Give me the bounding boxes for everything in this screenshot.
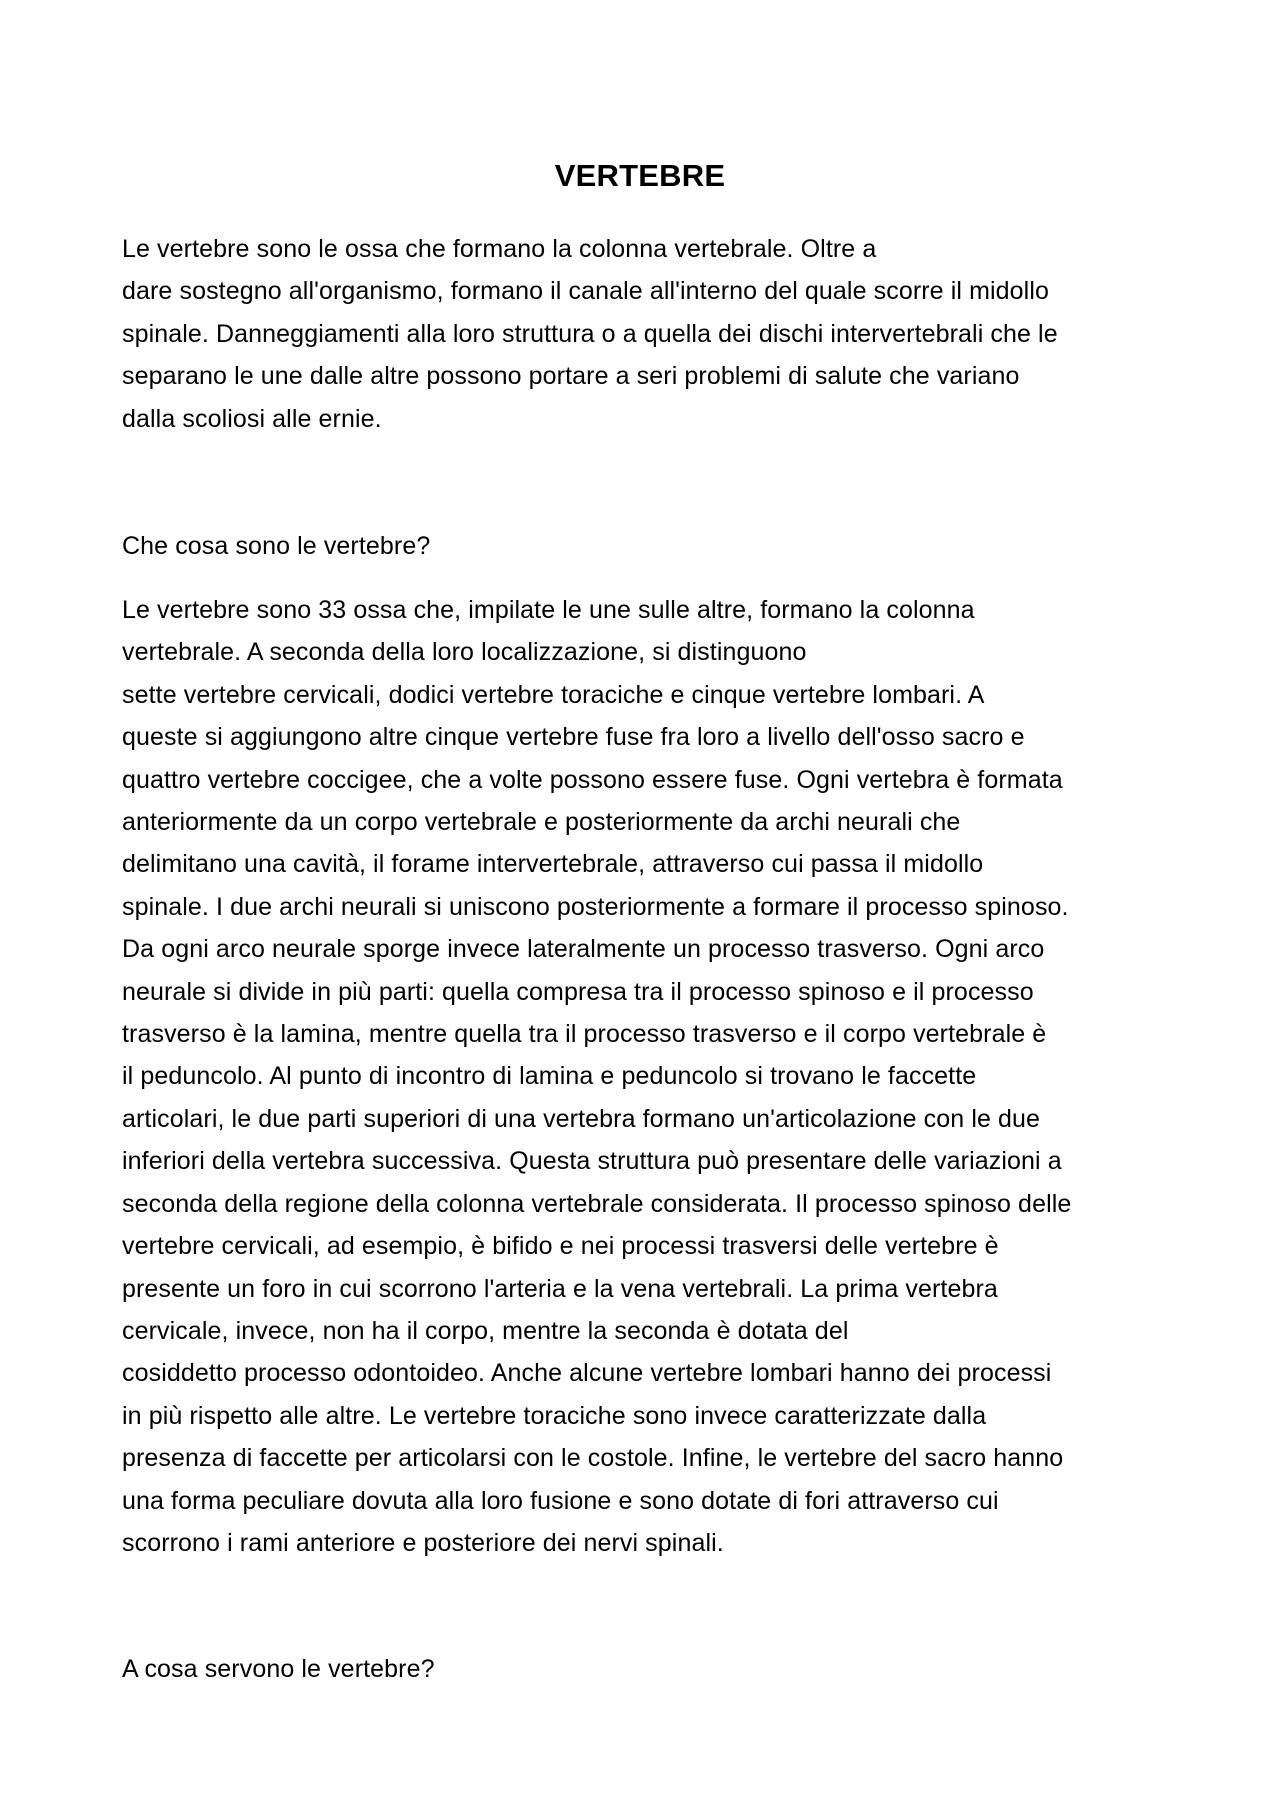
text-line: il peduncolo. Al punto di incontro di lamina e peduncolo si trovano le faccette (122, 1062, 977, 1091)
text-line: sette vertebre cervicali, dodici vertebre toraciche e cinque vertebre lombari. A (122, 680, 985, 709)
text-line: spinale. Danneggiamenti alla loro struttura o a quella dei dischi intervertebrali che le (122, 319, 1058, 348)
text-line: inferiori della vertebra successiva. Questa struttura può presentare delle variazioni a (122, 1147, 1062, 1176)
text-line: trasverso è la lamina, mentre quella tra il processo trasverso e il corpo vertebrale è (122, 1020, 1047, 1049)
section-heading-what-for: A cosa servono le vertebre? (122, 1655, 435, 1683)
text-line: vertebrale. A seconda della loro localizzazione, si distinguono (122, 638, 807, 667)
text-line: Le vertebre sono le ossa che formano la colonna vertebrale. Oltre a (122, 235, 877, 263)
text-line: spinale. I due archi neurali si uniscono posteriormente a formare il processo spinoso. (122, 892, 1069, 921)
text-line: scorrono i rami anteriore e posteriore dei nervi spinali. (122, 1528, 724, 1557)
section-heading-what-are: Che cosa sono le vertebre? (122, 532, 431, 560)
text-line: delimitano una cavità, il forame intervertebrale, attraverso cui passa il midollo (122, 850, 984, 879)
page-title: VERTEBRE (554, 158, 726, 193)
intro-paragraph (122, 228, 1172, 440)
text-line: Le vertebre sono 33 ossa che, impilate le une sulle altre, formano la colonna (122, 596, 975, 624)
text-line: queste si aggiungono altre cinque vertebre fuse fra loro a livello dell'osso sacro e (122, 723, 1025, 752)
text-line: quattro vertebre coccigee, che a volte possono essere fuse. Ogni vertebra è formata (122, 765, 1063, 794)
text-line: presenza di faccette per articolarsi con le costole. Infine, le vertebre del sacro hanno (122, 1444, 1064, 1473)
text-line: Da ogni arco neurale sporge invece lateralmente un processo trasverso. Ogni arco (122, 935, 1045, 964)
text-line: vertebre cervicali, ad esempio, è bifido e nei processi trasversi delle vertebre è (122, 1232, 999, 1261)
text-line: seconda della regione della colonna vertebrale considerata. Il processo spinoso delle (122, 1189, 1072, 1218)
text-line: separano le une dalle altre possono portare a seri problemi di salute che variano (122, 362, 1020, 391)
answer-paragraph (122, 589, 1172, 1564)
text-line: cervicale, invece, non ha il corpo, mentre la seconda è dotata del (122, 1316, 849, 1345)
text-line: una forma peculiare dovuta alla loro fusione e sono dotate di fori attraverso cui (122, 1486, 999, 1515)
text-line: anteriormente da un corpo vertebrale e posteriormente da archi neurali che (122, 808, 961, 837)
text-line: articolari, le due parti superiori di una vertebra formano un'articolazione con le due (122, 1104, 1041, 1133)
text-line: dare sostegno all'organismo, formano il canale all'interno del quale scorre il midollo (122, 277, 1049, 306)
text-line: presente un foro in cui scorrono l'arteria e la vena vertebrali. La prima vertebra (122, 1274, 998, 1303)
text-line: neurale si divide in più parti: quella compresa tra il processo spinoso e il processo (122, 977, 1034, 1006)
text-line: in più rispetto alle altre. Le vertebre toraciche sono invece caratterizzate dalla (122, 1401, 987, 1430)
text-line: cosiddetto processo odontoideo. Anche alcune vertebre lombari hanno dei processi (122, 1359, 1052, 1388)
text-line: dalla scoliosi alle ernie. (122, 404, 382, 433)
